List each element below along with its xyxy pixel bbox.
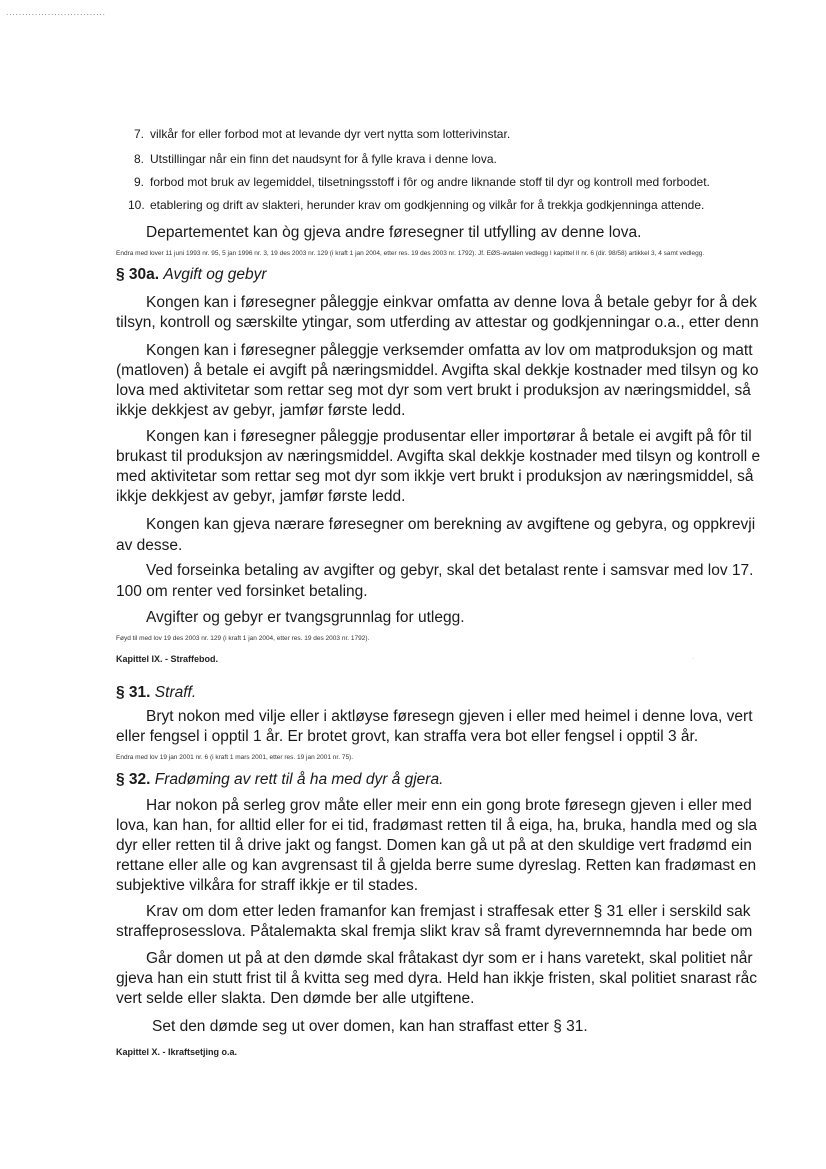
paragraph-line: med aktivitetar som rettar seg mot dyr som ikkje vert brukt i produksjon av næringsmiddel, så [116, 468, 754, 485]
paragraph-line: rettane eller alle og kan avgrensast til å gjelda berre sume dyreslag. Retten kan fradømast en [116, 857, 757, 874]
section-heading-32 [116, 771, 443, 789]
list-item-text: Utstillingar når ein finn det naudsynt for å fylle krava i denne lova. [150, 152, 497, 166]
section-title: Straff. [154, 684, 197, 701]
paragraph-line: ikkje dekkjest av gebyr, jamfør første ledd. [116, 402, 406, 419]
paragraph-line: subjektive vilkåra for straff ikkje er til stades. [116, 877, 419, 894]
paragraph-line: Kongen kan gjeva nærare føresegner om berekning av avgiftene og gebyra, og oppkrevji [146, 516, 756, 533]
paragraph-line: 100 om renter ved forsinket betaling. [116, 583, 368, 600]
scan-dots: ............................... [6, 8, 106, 17]
list-item-number: 8. [134, 152, 145, 166]
section-heading-30a [116, 266, 267, 284]
closing-paragraph: Departementet kan òg gjeva andre føresegner til utfylling av denne lova. [146, 224, 642, 241]
section-heading-31 [116, 684, 196, 702]
paragraph-line: eller fengsel i opptil 1 år. Er brotet grovt, kan straffa vera bot eller fengsel i opptil 3 år. [116, 728, 699, 745]
paragraph-line: tilsyn, kontroll og særskilte ytingar, som utferding av attestar og godkjenningar o.a., etter denn [116, 314, 759, 331]
paragraph-line: Krav om dom etter leden framanfor kan fremjast i straffesak etter § 31 eller i serskild sak [146, 903, 751, 920]
chapter-heading: Kapittel X. - Ikraftsetjing o.a. [116, 1047, 238, 1057]
list-item-number: 10. [128, 198, 145, 212]
paragraph-line: brukast til produksjon av næringsmiddel. Avgifta skal dekkje kostnader med tilsyn og kontroll e [116, 448, 761, 465]
paragraph-line: lova med aktivitetar som rettar seg mot dyr som vert brukt i produksjon av næringsmiddel, så [116, 382, 751, 399]
paragraph-line: lova, kan han, for alltid eller for ei tid, fradømast retten til å eiga, ha, bruka, handla med og sla [116, 817, 758, 834]
amendment-note: Endra med lov 19 jan 2001 nr. 6 (i kraft 1 mars 2001, etter res. 19 jan 2001 nr. 75). [116, 754, 354, 761]
amendment-note: Endra med lover 11 juni 1993 nr. 95, 5 jan 1996 nr. 3, 19 des 2003 nr. 129 (i kraft 1 jan 2004, etter res. 19 des 2003 nr. 1792). Jf. EØS-avtalen vedlegg I kapittel II nr. 6 (dir. 98/58) artikkel 3, 4 samt vedlegg. [116, 250, 705, 257]
paragraph-line: Har nokon på serleg grov måte eller meir enn ein gong brote føresegn gjeven i eller med [146, 797, 752, 814]
paragraph-line: (matloven) å betale ei avgift på næringsmiddel. Avgifta skal dekkje kostnader med tilsyn og ko [116, 362, 759, 379]
section-title: Avgift og gebyr [163, 266, 267, 283]
paragraph-line: straffeprosesslova. Påtalemakta skal fremja slikt krav så framt dyrevernnemnda har bede om [116, 923, 753, 940]
paragraph-line: vert selde eller slakta. Den dømde ber alle utgiftene. [116, 990, 475, 1007]
paragraph-line: Går domen ut på at den dømde skal fråtakast dyr som er i hans varetekt, skal politiet når [146, 950, 753, 967]
paragraph-line: av desse. [116, 537, 183, 554]
paragraph-line: Bryt nokon med vilje eller i aktløyse føresegn gjeven i eller med heimel i denne lova, vert [146, 708, 753, 725]
paragraph: Set den dømde seg ut over domen, kan han straffast etter § 31. [152, 1018, 588, 1035]
scan-speck: · [692, 656, 694, 662]
section-number: § 30a. [116, 266, 160, 283]
paragraph-line: Kongen kan i føresegner påleggje verksemder omfatta av lov om matproduksjon og matt [146, 342, 753, 359]
section-title: Fradøming av rett til å ha med dyr å gjera. [154, 771, 444, 788]
section-number: § 32. [116, 771, 151, 788]
list-item-number: 7. [134, 127, 145, 141]
paragraph-line: ikkje dekkjest av gebyr, jamfør første ledd. [116, 488, 406, 505]
chapter-heading: Kapittel IX. - Straffebod. [116, 654, 219, 664]
paragraph-line: dyr eller retten til å drive jakt og fangst. Domen kan gå ut på at den skuldige vert fradømd ein [116, 837, 752, 854]
list-item-number: 9. [134, 175, 145, 189]
amendment-note: Føyd til med lov 19 des 2003 nr. 129 (i kraft 1 jan 2004, etter res. 19 des 2003 nr. 1792). [116, 635, 370, 642]
paragraph: Avgifter og gebyr er tvangsgrunnlag for utlegg. [146, 609, 465, 626]
paragraph-line: Kongen kan i føresegner påleggje produsentar eller importørar å betale ei avgift på fôr til [146, 428, 752, 445]
list-item-text: forbod mot bruk av legemiddel, tilsetningsstoff i fôr og andre liknande stoff til dyr og kontroll med forbodet. [150, 175, 710, 189]
paragraph-line: Ved forseinka betaling av avgifter og gebyr, skal det betalast rente i samsvar med lov 17. [146, 562, 754, 579]
paragraph-line: gjeva han ein stutt frist til å kvitta seg med dyra. Held han ikkje fristen, skal politiet snarast råc [116, 970, 757, 987]
section-number: § 31. [116, 684, 151, 701]
list-item-text: etablering og drift av slakteri, herunder krav om godkjenning og vilkår for å trekkja godkjenninga attende. [150, 198, 705, 212]
list-item-text: vilkår for eller forbod mot at levande dyr vert nytta som lotterivinstar. [150, 127, 511, 141]
paragraph-line: Kongen kan i føresegner påleggje einkvar omfatta av denne lova å betale gebyr for å dek [146, 294, 757, 311]
